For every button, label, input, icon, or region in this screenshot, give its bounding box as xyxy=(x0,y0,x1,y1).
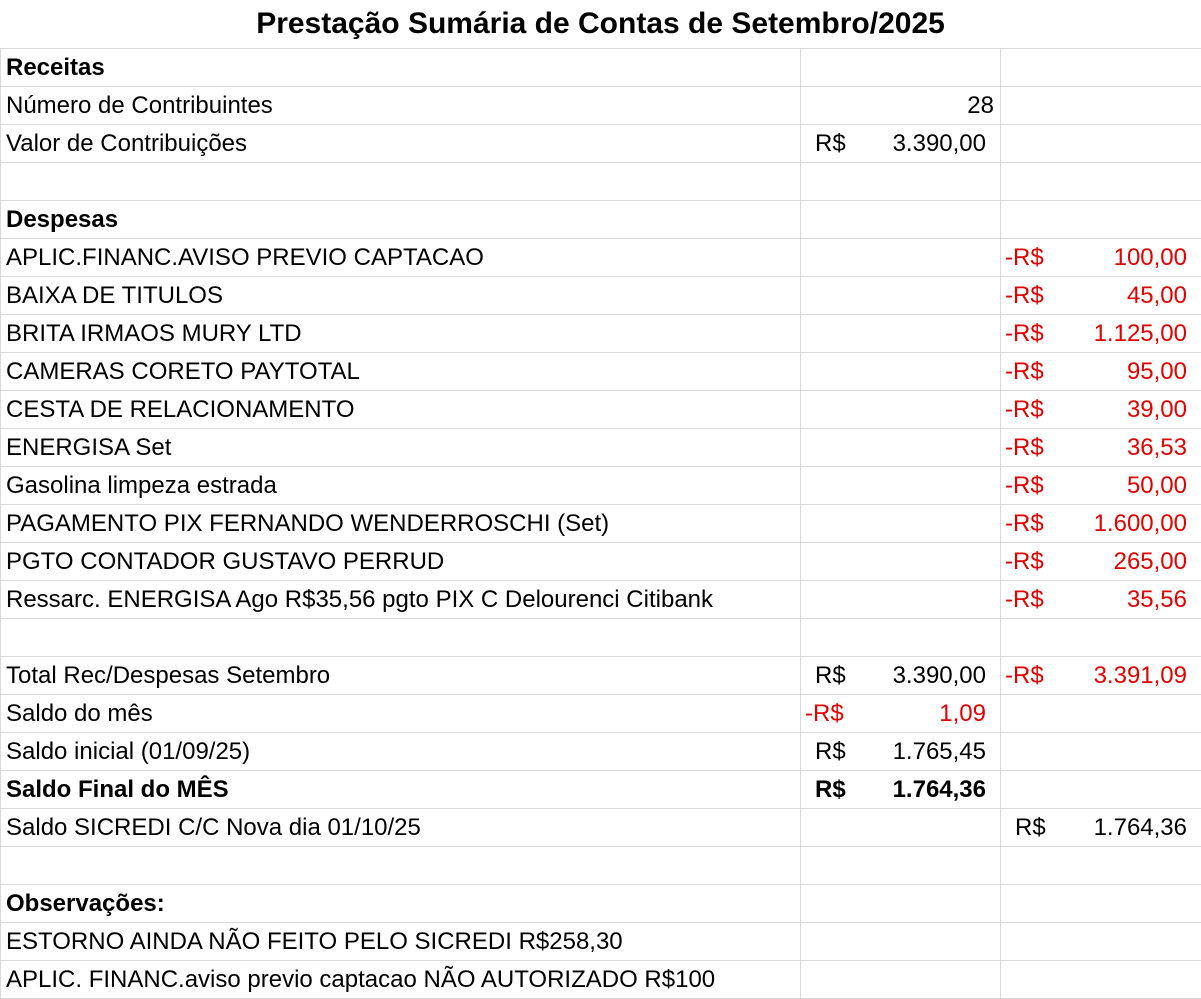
empty-cell[interactable] xyxy=(801,391,1001,429)
expense-value-cell[interactable] xyxy=(1001,467,1201,505)
currency-symbol: -R$ xyxy=(1005,396,1044,424)
contribuintes-label[interactable]: Número de Contribuintes xyxy=(1,87,801,125)
table-row xyxy=(1,163,1201,201)
currency-symbol: R$ xyxy=(815,738,846,766)
section-heading-observacoes[interactable]: Observações: xyxy=(1,885,801,923)
expense-value: 265,00 xyxy=(1114,548,1187,576)
table-row xyxy=(1,885,1201,923)
contribuicoes-value-cell[interactable] xyxy=(801,125,1001,163)
expense-value: 35,56 xyxy=(1127,586,1187,614)
expense-value-cell[interactable] xyxy=(1001,429,1201,467)
sicredi-cell[interactable] xyxy=(1001,809,1201,847)
currency-symbol: -R$ xyxy=(1005,358,1044,386)
saldo-final-label[interactable]: Saldo Final do MÊS xyxy=(1,771,801,809)
saldo-mes-cell[interactable] xyxy=(801,695,1001,733)
currency-symbol: -R$ xyxy=(805,700,844,728)
expense-value-cell[interactable] xyxy=(1001,543,1201,581)
saldo-mes-label[interactable]: Saldo do mês xyxy=(1,695,801,733)
observacao-line[interactable]: APLIC. FINANC.aviso previo captacao NÃO AUTORIZADO R$100 xyxy=(1,961,801,999)
currency-symbol: -R$ xyxy=(1005,320,1044,348)
contribuintes-value[interactable]: 28 xyxy=(801,87,1001,125)
empty-cell[interactable] xyxy=(1001,733,1201,771)
expense-value-cell[interactable] xyxy=(1001,277,1201,315)
table-row xyxy=(1,543,1201,581)
empty-cell[interactable] xyxy=(801,239,1001,277)
expense-value: 45,00 xyxy=(1127,282,1187,310)
table-row xyxy=(1,733,1201,771)
empty-cell[interactable] xyxy=(1001,201,1201,239)
table-row xyxy=(1,657,1201,695)
empty-cell[interactable] xyxy=(801,277,1001,315)
table-row xyxy=(1,467,1201,505)
saldo-inicial-cell[interactable] xyxy=(801,733,1001,771)
empty-cell[interactable] xyxy=(801,201,1001,239)
section-heading-despesas[interactable]: Despesas xyxy=(1,201,801,239)
expense-value-cell[interactable] xyxy=(1001,239,1201,277)
section-heading-receitas[interactable]: Receitas xyxy=(1,49,801,87)
table-row xyxy=(1,581,1201,619)
empty-cell[interactable] xyxy=(1001,771,1201,809)
empty-cell[interactable] xyxy=(1001,961,1201,999)
table-row xyxy=(1,353,1201,391)
saldo-inicial-value: 1.765,45 xyxy=(893,738,986,766)
empty-cell[interactable] xyxy=(1001,847,1201,885)
currency-symbol: -R$ xyxy=(1005,586,1044,614)
empty-cell[interactable] xyxy=(801,847,1001,885)
total-label[interactable]: Total Rec/Despesas Setembro xyxy=(1,657,801,695)
expense-label[interactable]: PGTO CONTADOR GUSTAVO PERRUD xyxy=(1,543,801,581)
empty-cell[interactable] xyxy=(801,467,1001,505)
empty-cell[interactable] xyxy=(801,163,1001,201)
expense-value: 1.125,00 xyxy=(1094,320,1187,348)
sicredi-label[interactable]: Saldo SICREDI C/C Nova dia 01/10/25 xyxy=(1,809,801,847)
contribuicoes-value: 3.390,00 xyxy=(893,130,986,158)
empty-cell[interactable] xyxy=(801,353,1001,391)
expense-value-cell[interactable] xyxy=(1001,315,1201,353)
table-row xyxy=(1,87,1201,125)
table-row xyxy=(1,315,1201,353)
expense-label[interactable]: BRITA IRMAOS MURY LTD xyxy=(1,315,801,353)
table-row xyxy=(1,923,1201,961)
currency-symbol: R$ xyxy=(815,130,846,158)
empty-cell[interactable] xyxy=(801,543,1001,581)
empty-cell[interactable] xyxy=(801,429,1001,467)
table-row xyxy=(1,771,1201,809)
total-despesas-cell[interactable] xyxy=(1001,657,1201,695)
empty-cell[interactable] xyxy=(801,961,1001,999)
total-receitas-cell[interactable] xyxy=(801,657,1001,695)
total-despesas-value: 3.391,09 xyxy=(1094,662,1187,690)
empty-cell[interactable] xyxy=(801,505,1001,543)
expense-value: 50,00 xyxy=(1127,472,1187,500)
currency-symbol: R$ xyxy=(815,662,846,690)
expense-label[interactable]: PAGAMENTO PIX FERNANDO WENDERROSCHI (Set) xyxy=(1,505,801,543)
currency-symbol: R$ xyxy=(1015,814,1046,842)
empty-cell[interactable] xyxy=(801,581,1001,619)
table-row xyxy=(1,201,1201,239)
currency-symbol: -R$ xyxy=(1005,244,1044,272)
saldo-final-value: 1.764,36 xyxy=(893,776,986,804)
table-row xyxy=(1,125,1201,163)
currency-symbol: -R$ xyxy=(1005,548,1044,576)
empty-cell[interactable] xyxy=(1,847,801,885)
empty-cell[interactable] xyxy=(1001,695,1201,733)
expense-label[interactable]: Gasolina limpeza estrada xyxy=(1,467,801,505)
table-row xyxy=(1,847,1201,885)
empty-cell[interactable] xyxy=(1,163,801,201)
expense-label[interactable]: CAMERAS CORETO PAYTOTAL xyxy=(1,353,801,391)
table-row xyxy=(1,695,1201,733)
saldo-final-cell[interactable] xyxy=(801,771,1001,809)
empty-cell[interactable] xyxy=(1001,163,1201,201)
expense-value-cell[interactable] xyxy=(1001,353,1201,391)
expense-value-cell[interactable] xyxy=(1001,505,1201,543)
empty-cell[interactable] xyxy=(1001,923,1201,961)
empty-cell[interactable] xyxy=(1001,885,1201,923)
table-row xyxy=(1,505,1201,543)
empty-cell[interactable] xyxy=(801,49,1001,87)
currency-symbol: -R$ xyxy=(1005,282,1044,310)
empty-cell[interactable] xyxy=(801,885,1001,923)
contribuicoes-label[interactable]: Valor de Contribuições xyxy=(1,125,801,163)
empty-cell[interactable] xyxy=(801,619,1001,657)
expense-value: 36,53 xyxy=(1127,434,1187,462)
empty-cell[interactable] xyxy=(1,619,801,657)
expense-value: 95,00 xyxy=(1127,358,1187,386)
table-row xyxy=(1,49,1201,87)
expense-value-cell[interactable] xyxy=(1001,581,1201,619)
expense-value: 100,00 xyxy=(1114,244,1187,272)
empty-cell[interactable] xyxy=(801,923,1001,961)
empty-cell[interactable] xyxy=(1001,619,1201,657)
currency-symbol: R$ xyxy=(815,776,846,804)
expense-label[interactable]: CESTA DE RELACIONAMENTO xyxy=(1,391,801,429)
sicredi-value: 1.764,36 xyxy=(1094,814,1187,842)
empty-cell[interactable] xyxy=(801,315,1001,353)
table-row xyxy=(1,277,1201,315)
currency-symbol: -R$ xyxy=(1005,434,1044,462)
table-row xyxy=(1,429,1201,467)
total-receitas-value: 3.390,00 xyxy=(893,662,986,690)
table-row xyxy=(1,809,1201,847)
expense-label[interactable]: APLIC.FINANC.AVISO PREVIO CAPTACAO xyxy=(1,239,801,277)
empty-cell[interactable] xyxy=(1001,125,1201,163)
empty-cell[interactable] xyxy=(801,809,1001,847)
despesas-list xyxy=(1,239,1201,619)
expense-label[interactable]: BAIXA DE TITULOS xyxy=(1,277,801,315)
table-row xyxy=(1,239,1201,277)
expense-label[interactable]: Ressarc. ENERGISA Ago R$35,56 pgto PIX C Delourenci Citibank xyxy=(1,581,801,619)
empty-cell[interactable] xyxy=(1001,49,1201,87)
table-row xyxy=(1,619,1201,657)
empty-cell[interactable] xyxy=(1001,87,1201,125)
currency-symbol: -R$ xyxy=(1005,472,1044,500)
currency-symbol: -R$ xyxy=(1005,510,1044,538)
report-title: Prestação Sumária de Contas de Setembro/2025 xyxy=(0,0,1201,48)
expense-value-cell[interactable] xyxy=(1001,391,1201,429)
accounts-table xyxy=(0,48,1201,999)
saldo-mes-value: 1,09 xyxy=(939,700,986,728)
table-row xyxy=(1,391,1201,429)
expense-value: 39,00 xyxy=(1127,396,1187,424)
expense-value: 1.600,00 xyxy=(1094,510,1187,538)
observacao-line[interactable]: ESTORNO AINDA NÃO FEITO PELO SICREDI R$258,30 xyxy=(1,923,801,961)
currency-symbol: -R$ xyxy=(1005,662,1044,690)
expense-label[interactable]: ENERGISA Set xyxy=(1,429,801,467)
saldo-inicial-label[interactable]: Saldo inicial (01/09/25) xyxy=(1,733,801,771)
table-row xyxy=(1,961,1201,999)
